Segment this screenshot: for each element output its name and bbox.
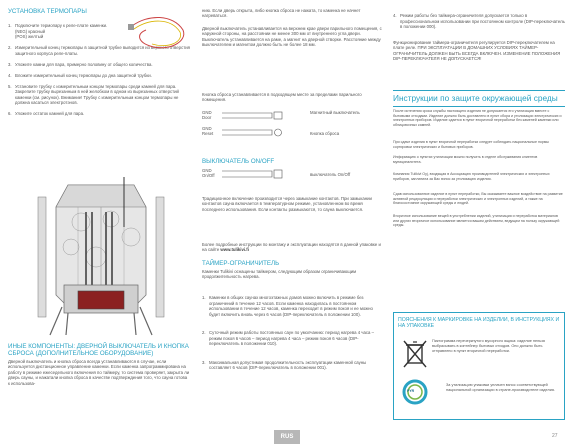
timer-item-2: 2. Суточный режим работы постоянных саун по умолчанию: период нагрева 4 часа – режим покоя 6 часов – период нагрева 4 часа – режим покоя 6 часов (DIP-переключатель в положении 010). (202, 330, 375, 347)
timer-item-3: 3. Максимальная допустимая продолжительность эксплуатации каменной сауны составляет 6 часов (DIP-переключатель в положении 001). (202, 360, 367, 371)
heater-illustration (6, 167, 191, 337)
page-number: 27 (552, 433, 558, 439)
env-rule-top (393, 90, 565, 91)
timer-list (202, 290, 382, 377)
marking-box (393, 312, 565, 420)
env-text-1: После истечения срока службы настоящего изделия не допускается его утилизация вместе с бытовыми отходами. Изделие должно быть доставлено в пункт сбора и утилизации электрических и электронных приборов. Изделие сдается в пункт вторичной переработки без каменей каменки или облицовочных камней. (393, 109, 562, 127)
reset-button-label: Кнопка сброса (310, 131, 340, 136)
label-door: Door (202, 115, 212, 121)
step-6: 6. Уложите остаток камней для пара. (8, 111, 85, 117)
door-text-1: нию. Если дверь открыта, либо кнопка сброса не нажата, то каменка не начнет нагреваться. (202, 8, 361, 19)
wiring1-diagram (222, 110, 312, 150)
thermocouple-illustration (128, 12, 190, 54)
door-text-2: Дверной выключатель устанавливается на верхнем крае двери парильного помещения, с наружной стороны, на расстоянии не менее 300 мм от внутреннего угла двери. Выключатель устанавливается на раме, а магнит на дверной створке. Расстояние между выключателем и магнитом должно быть не более 18 мм. (202, 26, 382, 48)
step-5: 5. Установите трубку с измерительным концом термопары среди камней для пара. Закрепите трубку вырезанным в ней желобком в одном из вырезанных отверстий каменки (см. рисунок). Внимание! Трубку с измерительным концом термопары не должна касаться электротэнов. (8, 84, 179, 106)
marking-heading: ПОЯСНЕНИЯ К МАРКИРОВКЕ НА ИЗДЕЛИИ, В ИНСТРУКЦИЯХ И НА УПАКОВКЕ (398, 317, 560, 330)
pyr-description: За утилизацию упаковки уплачен взнос соответствующей национальной организации в стране-производителе изделия. (446, 383, 555, 392)
more-info-text: Более подробные инструкции по монтажу и эксплуатации находятся в данной упаковке и на сайте www.tulikivi.fi (202, 242, 381, 253)
timer-item-4: 4. Режим работы без таймера-ограничителя допускается только в профессиональном использовании при постоянном контроле (DIP-переключатель в положении 000). (393, 13, 565, 30)
env-text-2: При сдаче изделия в пункт вторичной переработки следует соблюдать национальные нормы сортировки электрических и бытовых приборов. (393, 140, 549, 149)
step-2: 2. Измерительный конец термопары в защитной трубке выводится из верхнего отверстия защитного корпуса реле-платы. (8, 45, 190, 56)
step-4: 4. Вложите измерительный конец термопары до дна защитной трубки. (8, 72, 152, 78)
env-rule-bottom (393, 106, 565, 107)
thermocouple-heading: УСТАНОВКА ТЕРМОПАРЫ (8, 8, 87, 15)
timer-list-cont (393, 8, 565, 35)
step-1: 1. Подключите термопару к реле-плате каменки. (NEG) красный (POS) желтый (8, 23, 108, 40)
env-text-6: Вторичное использование вещей в употреблении изделий, утилизация и переработка материалов или других вторичное использование является вашим действием, ведущим на пользу окружающей среды. (393, 214, 560, 228)
onoff-heading: ВЫКЛЮЧАТЕЛЬ ON/OFF (202, 158, 275, 165)
components-text: Дверной выключатель и кнопка сброса всегда устанавливаются в случае, если используется дистанционное управление каменки. Если каменка запрограммирована на работу в режиме ежеседельного включения по таймеру, то система проверяет, закрыта ли дверь сауны, и нажатали кнопка сброса в качестве подтверждения того, что сауна готова к использова- (8, 359, 190, 386)
crossed-bin-icon (402, 339, 428, 369)
reset-text: Кнопка сброса устанавливается в подходящем месте за пределами парильного помещения. (202, 92, 362, 103)
website-link[interactable]: www.tulikivi.fi (220, 247, 249, 253)
env-heading: Инструкции по защите окружающей среды (393, 93, 558, 103)
timer-heading: ТАЙМЕР-ОГРАНИЧИТЕЛЬ (202, 260, 280, 267)
onoff-text: Традиционное включение производится через замыкание контактов. При замыкании контактов сауна включается в температурном режиме, установленном во время последнего использования. Если контакты размыкаются, то сауна выключается. (202, 196, 372, 212)
label-gnd-2: GND (202, 125, 212, 131)
env-text-3: Информацию о пунктах утилизации можно получить в отделе обслуживания клиентов муниципалитета. (393, 155, 538, 164)
wiring2-diagram (222, 168, 312, 182)
step-3: 3. Уложите камни для пара, примерно половину от общего количества. (8, 61, 153, 67)
magnet-switch-label: Магнитный выключатель (310, 110, 360, 115)
onoff-switch-label: выключатель On/Off (310, 172, 351, 177)
label-gnd-3: GND (202, 168, 212, 173)
env-text-4: Компания Tulikivi Oyj, входящая в Ассоциацию производителей электрических и электронных приборов, заплатила за Вас взнос за утилизацию изделия. (393, 172, 550, 181)
pyr-logo-icon (402, 379, 428, 409)
label-gnd-1: GND (202, 110, 212, 115)
timer-function-text: Функционирование таймера-ограничителя регулируется DIP-переключателем на плате реле. ПРИ ЭКСПЛУАТАЦИИ В ДОМАШНИХ УСЛОВИЯХ ТАЙМЕР-ОГРАНИЧИТЕЛЬ ДОЛЖЕН БЫТЬ ВСЕГДА ВКЛЮЧЕН. ИЗМЕНЕНИЕ ПОЛОЖЕНИЯ DIP-ПЕРЕКЛЮЧАТЕЛЯ НЕ ДОПУСКАЕТСЯ! (393, 40, 561, 62)
bin-description: Пиктограмма перечеркнутого мусорного ящика: изделие нельзя выбрасывать в контейнер бытовых отходов. Оно должно быть отправлено в пункт вторичной переработки. (432, 339, 545, 353)
env-text-5: Сдав использованное изделие в пункт переработки, Вы оказываете важное воздействие на развитие активной рециркуляции и переработки электрических и электронных изделий, а также на благосостояние окружающей среды и людей. (393, 192, 563, 206)
timer-intro: Каменки Tulikivi оснащены таймером, следующим образом ограничивающим продолжительность нагрева. (202, 269, 357, 280)
pyr-label: PYR (407, 389, 415, 393)
timer-item-1: 1. Каменки в общих саунах многоэтажных домов можно включить в режиме без ограничений в течение 12 часов. Если каменка находилась в постоянном использовании в течение 12 часов, каменка переходит в режим покоя и ее можно будет включить вновь через 6 часов (DIP-переключатель в положении 100). (202, 295, 373, 317)
label-reset: Reset (202, 131, 214, 137)
components-heading: ИНЫЕ КОМПОНЕНТЫ: ДВЕРНОЙ ВЫКЛЮЧАТЕЛЬ И КНОПКА СБРОСА (ДОПОЛНИТЕЛЬНОЕ ОБОРУДОВАНИЕ) (8, 343, 189, 358)
language-tab: RUS (274, 430, 300, 444)
label-onoff: On/Off (202, 173, 215, 179)
